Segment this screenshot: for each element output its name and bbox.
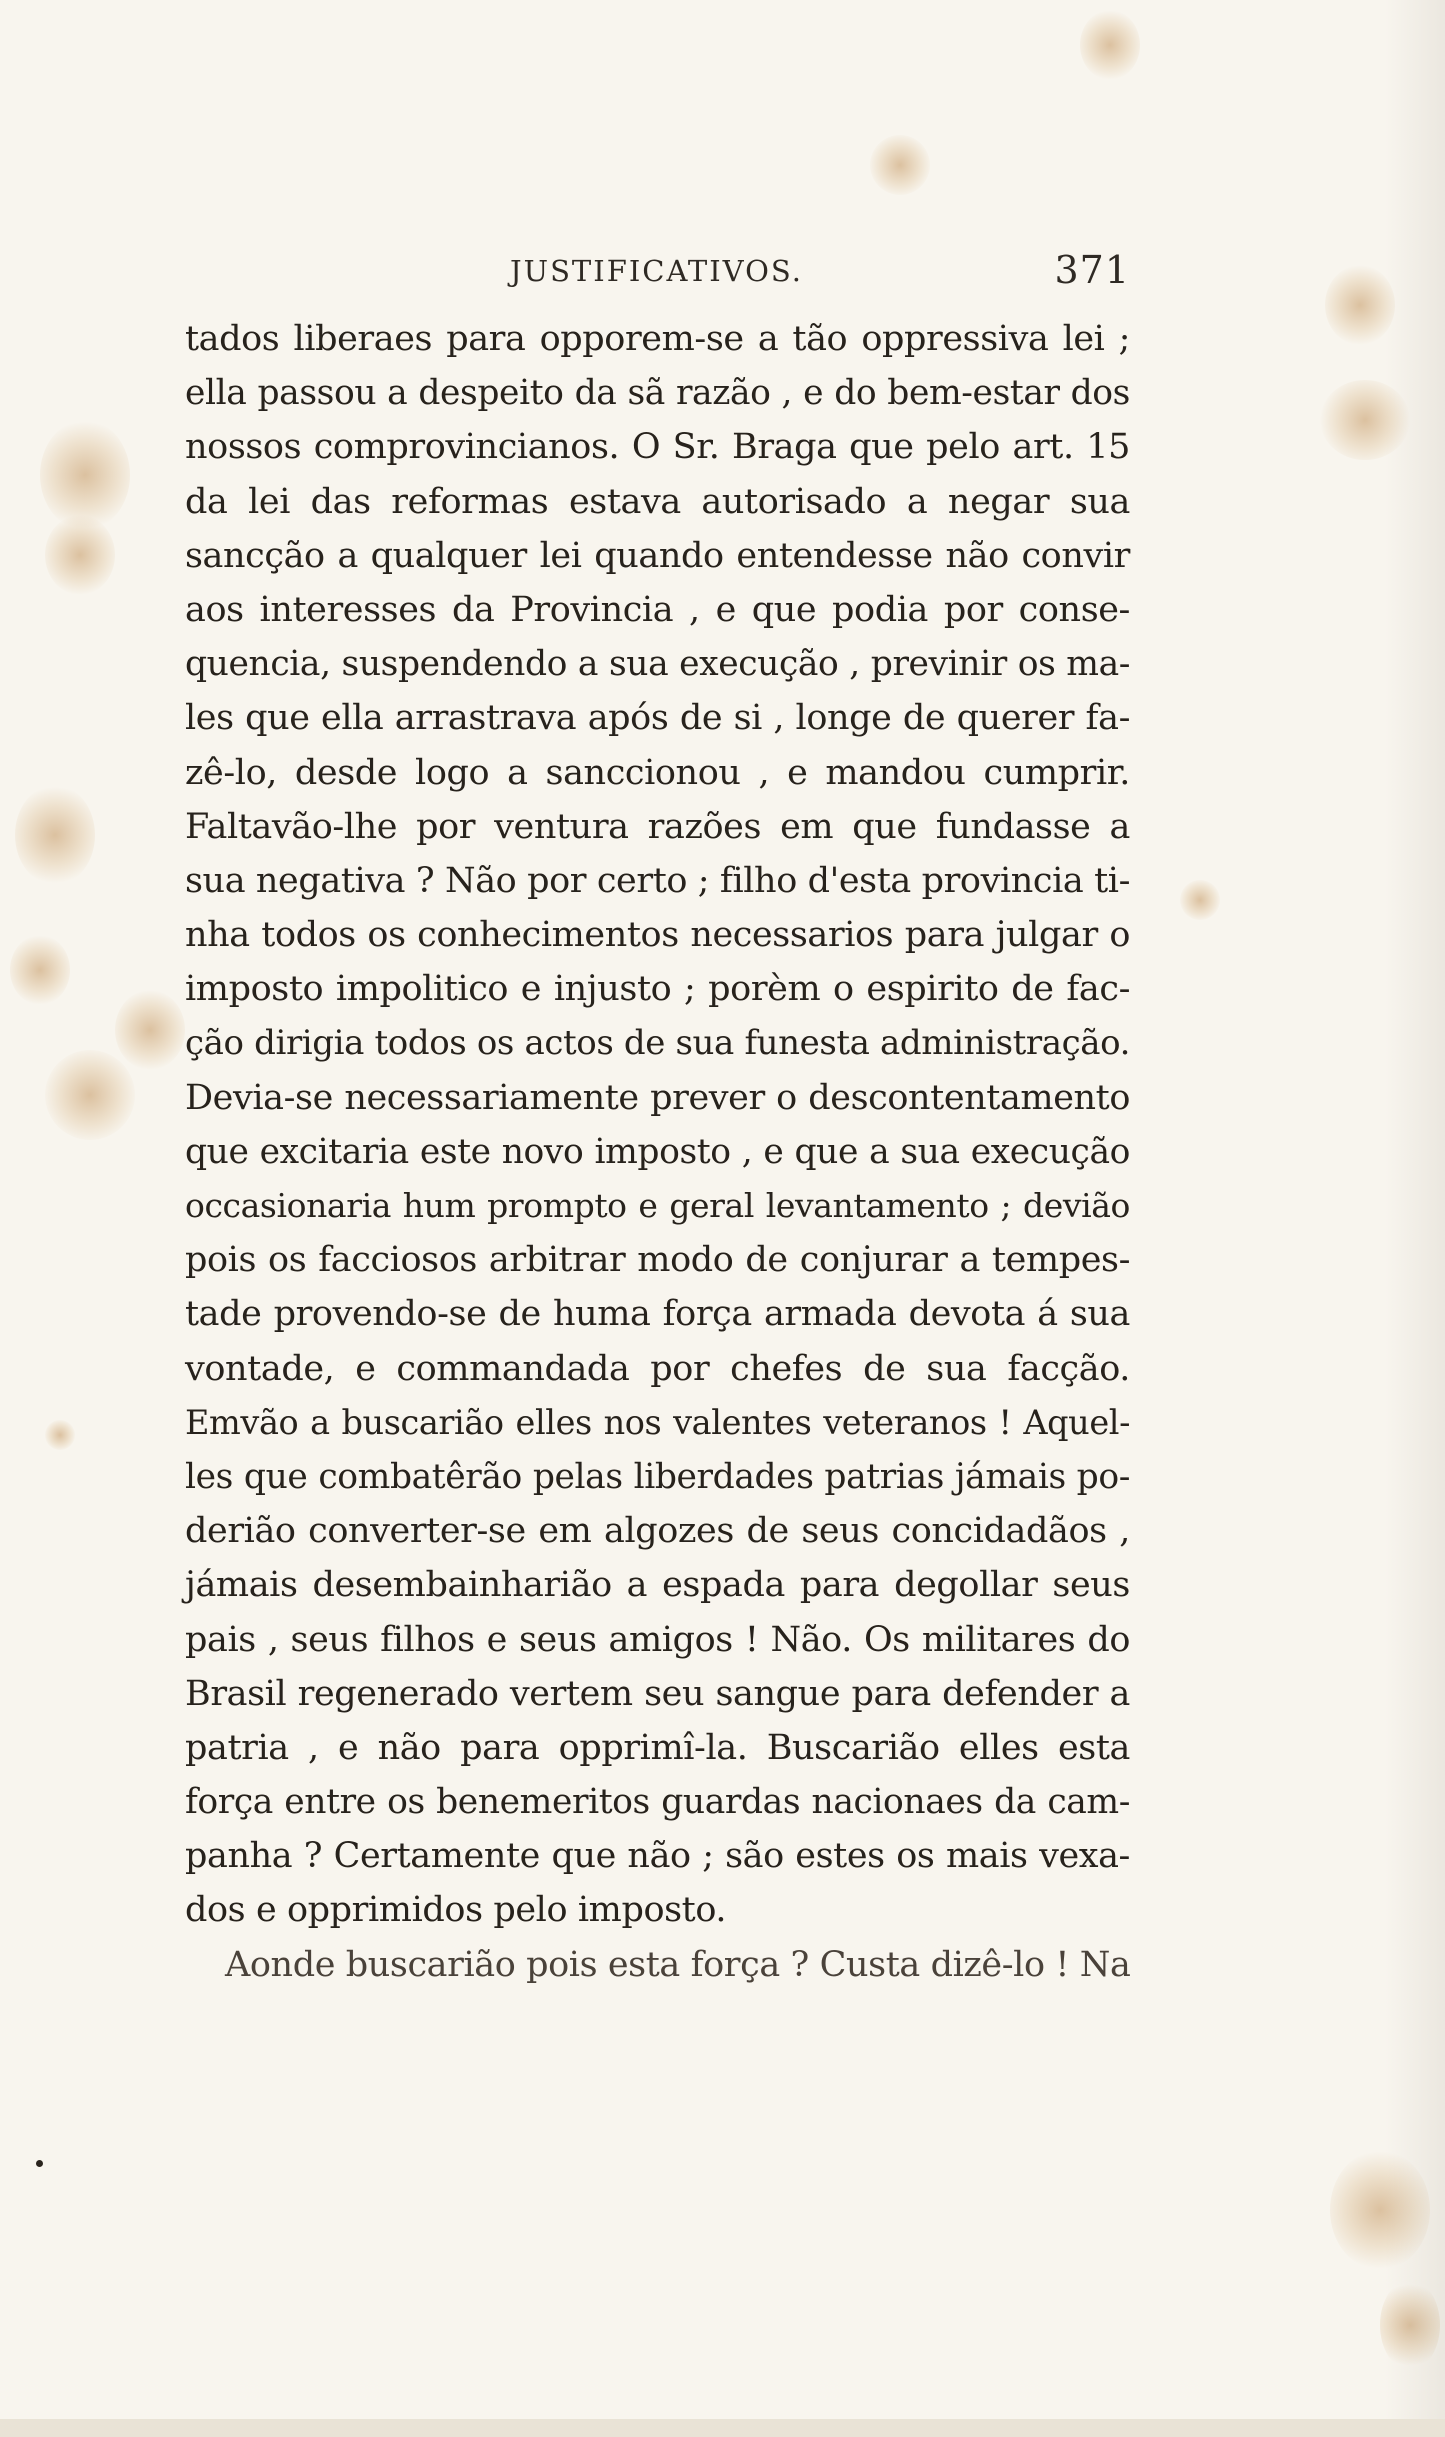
page-bottom-edge (0, 2419, 1445, 2437)
foxing-stain (10, 935, 70, 1005)
foxing-stain (1080, 10, 1140, 80)
text-line: jámais desembainharião a espada para degollar seus (185, 1565, 1130, 1606)
foxing-stain (15, 785, 95, 885)
text-line: nha todos os conhecimentos necessarios para julgar o (185, 915, 1130, 956)
paragraph-end-line: dos e opprimidos pelo imposto. (185, 1890, 727, 1931)
text-line: força entre os benemeritos guardas nacionaes da cam- (185, 1782, 1130, 1823)
text-line: pais , seus filhos e seus amigos ! Não. Os militares do (185, 1619, 1130, 1660)
ink-speck (36, 2160, 43, 2167)
foxing-stain (115, 990, 185, 1070)
page-number: 371 (1054, 248, 1130, 292)
foxing-stain (40, 420, 130, 530)
text-line: Faltavão-lhe por ventura razões em que fundasse a (185, 806, 1130, 847)
foxing-stain (870, 135, 930, 195)
text-line: sancção a qualquer lei quando entendesse não convir (185, 535, 1130, 576)
running-head (185, 248, 1130, 298)
text-line: occasionaria hum prompto e geral levantamento ; devião (185, 1186, 1130, 1225)
text-line: patria , e não para opprimî-la. Buscarião elles esta (185, 1727, 1130, 1768)
page-edge-shadow (1385, 0, 1445, 2437)
text-line: Aonde buscarião pois esta força ? Custa dizê-lo ! Na (225, 1944, 1131, 1985)
text-line: les que ella arrastrava após de si , longe de querer fa- (185, 698, 1130, 739)
text-line: sua negativa ? Não por certo ; filho d'esta provincia ti- (185, 860, 1130, 901)
foxing-stain (45, 1050, 135, 1140)
text-line: tade provendo-se de huma força armada devota á sua (185, 1294, 1130, 1335)
text-line: Emvão a buscarião elles nos valentes veteranos ! Aquel- (185, 1402, 1130, 1442)
foxing-stain (45, 515, 115, 595)
foxing-stain (1180, 880, 1220, 920)
text-line: vontade, e commandada por chefes de sua facção. (185, 1348, 1130, 1389)
text-line: zê-lo, desde logo a sanccionou , e mandou cumprir. (185, 752, 1130, 793)
text-line: aos interesses da Provincia , e que podia por conse- (185, 589, 1130, 630)
text-line: ção dirigia todos os actos de sua funesta administração. (185, 1023, 1130, 1064)
foxing-stain (45, 1420, 75, 1450)
text-line: da lei das reformas estava autorisado a negar sua (185, 481, 1130, 522)
text-line: derião converter-se em algozes de seus concidadãos , (185, 1511, 1130, 1552)
text-line: Brasil regenerado vertem seu sangue para defender a (185, 1673, 1130, 1714)
text-line: panha ? Certamente que não ; são estes os mais vexa- (185, 1836, 1130, 1877)
text-line: imposto impolitico e injusto ; porèm o espirito de fac- (185, 969, 1130, 1010)
text-line: que excitaria este novo imposto , e que a sua execução (185, 1131, 1130, 1172)
text-line: ella passou a despeito da sã razão , e do bem-estar dos (185, 373, 1130, 414)
text-line: les que combatêrão pelas liberdades patrias jámais po- (185, 1456, 1130, 1497)
text-line: nossos comprovincianos. O Sr. Braga que pelo art. 15 (185, 427, 1130, 468)
text-line: tados liberaes para opporem-se a tão oppressiva lei ; (185, 319, 1130, 359)
text-line: pois os facciosos arbitrar modo de conjurar a tempes- (185, 1240, 1130, 1281)
text-line: quencia, suspendendo a sua execução , previnir os ma- (185, 644, 1130, 685)
running-title: JUSTIFICATIVOS. (510, 254, 803, 288)
text-line: Devia-se necessariamente prever o descontentamento (185, 1077, 1130, 1118)
body-text (185, 312, 1130, 1992)
